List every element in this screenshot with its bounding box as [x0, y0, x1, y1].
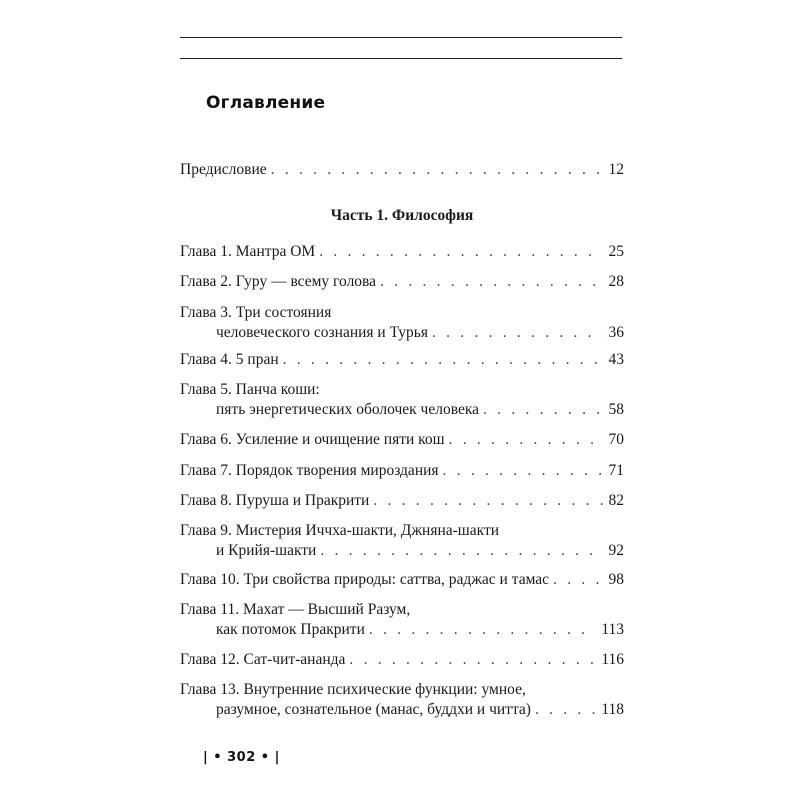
entry-page: 92 — [608, 542, 624, 559]
dot-leader — [319, 242, 602, 262]
entry-title: Глава 11. Махат — Высший Разум, — [180, 601, 411, 618]
entry-title-cont: разумное, сознательное (манас, буддхи и читта) — [216, 701, 531, 718]
entry-title: Глава 1. Мантра ОМ — [180, 243, 316, 260]
part-title: Часть 1. Философия — [330, 207, 474, 224]
toc-entry — [180, 570, 624, 590]
dot-leader — [443, 461, 603, 481]
entry-title: Глава 3. Три состояния — [180, 304, 332, 321]
top-rule — [180, 37, 622, 38]
entry-page: 12 — [608, 161, 624, 178]
entry-title-cont: как потомок Пракрити — [216, 621, 365, 638]
entry-page: 43 — [608, 351, 624, 368]
toc-entry — [180, 521, 624, 561]
entry-title: Глава 8. Пуруша и Пракрити — [180, 492, 370, 509]
entry-page: 36 — [608, 324, 624, 341]
dot-leader — [380, 272, 602, 292]
toc-entry — [180, 303, 624, 343]
entry-page: 116 — [601, 651, 624, 668]
dot-leader — [553, 570, 602, 590]
toc-entry — [180, 650, 624, 670]
toc-entry — [180, 461, 624, 481]
entry-page: 98 — [608, 571, 624, 588]
toc-entry — [180, 350, 624, 370]
entry-title: Глава 2. Гуру — всему голова — [180, 273, 377, 290]
entry-page: 82 — [608, 492, 624, 509]
dot-leader — [369, 620, 595, 640]
entry-page: 25 — [608, 243, 624, 260]
entry-page: 58 — [608, 401, 624, 418]
entry-title: Предисловие — [180, 161, 267, 178]
second-rule — [180, 58, 622, 59]
toc-heading: Оглавление — [206, 93, 326, 113]
dot-leader — [283, 350, 603, 370]
toc-entry — [180, 272, 624, 292]
toc-entry — [180, 600, 624, 640]
entry-page: 71 — [608, 462, 624, 479]
toc-entry — [180, 491, 624, 511]
toc-entry — [180, 380, 624, 420]
dot-leader — [349, 650, 595, 670]
entry-title: Глава 9. Мистерия Иччха-шакти, Джняна-шакти — [180, 522, 500, 539]
entry-title: Глава 5. Панча коши: — [180, 381, 320, 398]
entry-title: Глава 12. Сат-чит-ананда — [180, 651, 346, 668]
entry-title-cont: и Крийя-шакти — [216, 542, 317, 559]
dot-leader — [483, 400, 602, 420]
dot-leader — [449, 430, 603, 450]
entry-page: 113 — [601, 621, 624, 638]
entry-title: Глава 4. 5 пран — [180, 351, 279, 368]
dot-leader — [320, 541, 602, 561]
entry-page: 118 — [601, 701, 624, 718]
entry-page: 70 — [608, 431, 624, 448]
dot-leader — [271, 160, 603, 180]
toc-entry — [180, 242, 624, 262]
toc-entry — [180, 160, 624, 180]
dot-leader — [535, 700, 595, 720]
entry-title: Глава 13. Внутренние психические функции: умное, — [180, 681, 526, 698]
entry-title: Глава 6. Усиление и очищение пяти кош — [180, 431, 445, 448]
entry-page: 28 — [608, 273, 624, 290]
toc-entry — [180, 680, 624, 720]
entry-title: Глава 7. Порядок творения мироздания — [180, 462, 439, 479]
page-number: | • 302 • | — [203, 750, 280, 765]
entry-title-cont: пять энергетических оболочек человека — [216, 401, 480, 418]
entry-title-cont: человеческого сознания и Турья — [216, 324, 428, 341]
dot-leader — [432, 323, 603, 343]
dot-leader — [373, 491, 602, 511]
entry-title: Глава 10. Три свойства природы: саттва, раджас и тамас — [180, 571, 550, 588]
toc-entry — [180, 430, 624, 450]
